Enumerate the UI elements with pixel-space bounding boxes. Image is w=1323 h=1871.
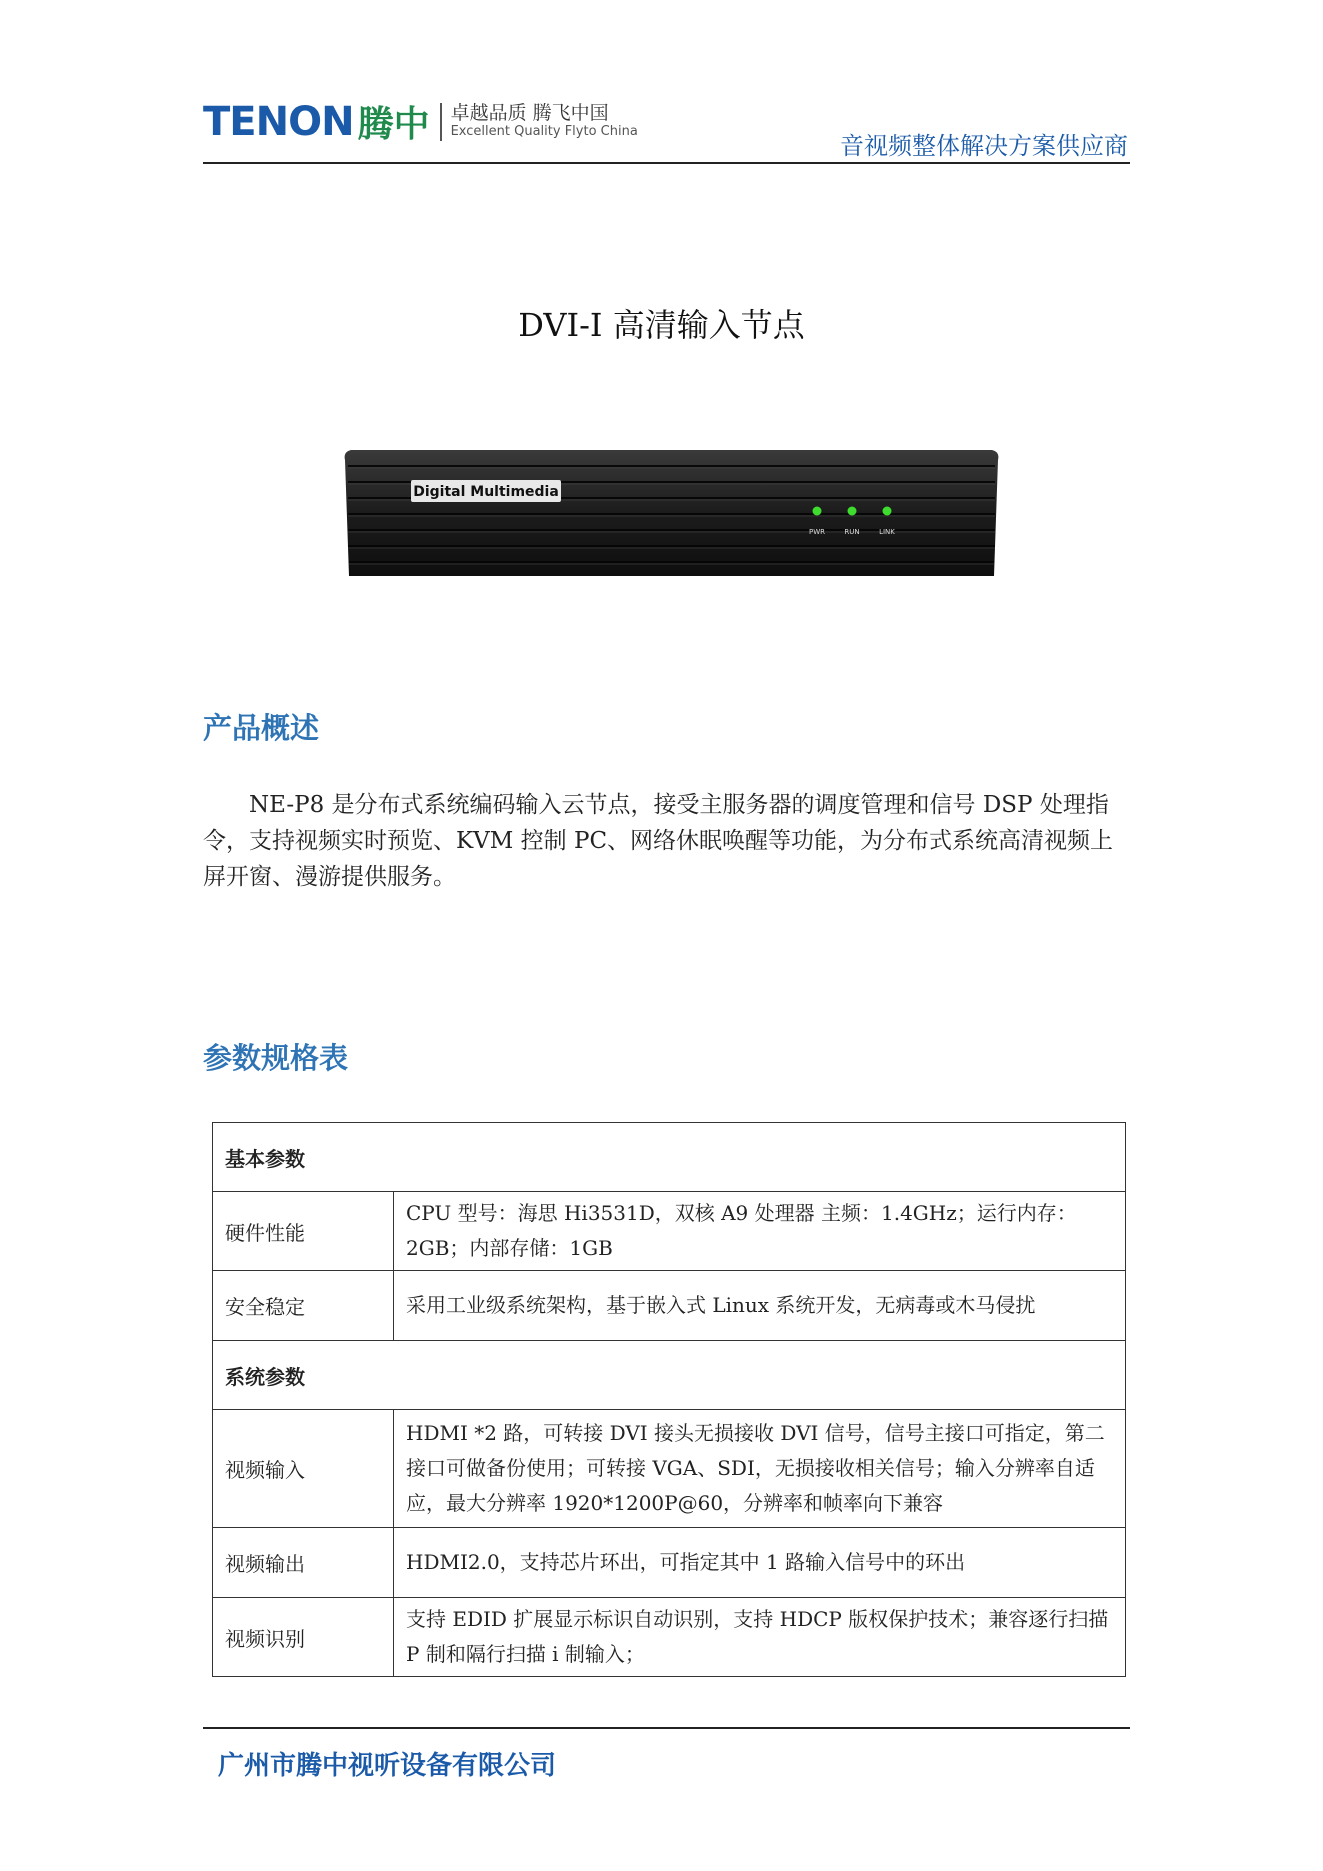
led-label-run: RUN bbox=[844, 528, 860, 536]
header-divider bbox=[203, 162, 1130, 164]
logo-divider bbox=[440, 103, 442, 141]
overview-text: NE-P8 是分布式系统编码输入云节点，接受主服务器的调度管理和信号 DSP 处理指令，支持视频实时预览、KVM 控制 PC、网络休眠唤醒等功能，为分布式系统高清视频上屏开窗、漫游提供服务。 bbox=[203, 792, 1114, 890]
spec-value: CPU 型号：海思 Hi3531D，双核 A9 处理器 主频：1.4GHz；运行内存：2GB；内部存储：1GB bbox=[394, 1192, 1126, 1271]
table-row bbox=[213, 1598, 1126, 1677]
overview-heading: 产品概述 bbox=[203, 711, 320, 745]
footer-divider bbox=[203, 1727, 1130, 1729]
spec-group-system: 系统参数 bbox=[213, 1341, 1126, 1410]
specs-heading: 参数规格表 bbox=[203, 1041, 349, 1075]
page-header bbox=[203, 90, 1130, 162]
footer-company-name: 广州市腾中视听设备有限公司 bbox=[218, 1751, 557, 1781]
spec-label: 视频识别 bbox=[213, 1598, 394, 1677]
table-row bbox=[213, 1528, 1126, 1598]
table-row bbox=[213, 1271, 1126, 1341]
spec-group-basic: 基本参数 bbox=[213, 1123, 1126, 1192]
spec-value: 支持 EDID 扩展显示标识自动识别，支持 HDCP 版权保护技术；兼容逐行扫描 P 制和隔行扫描 i 制输入； bbox=[394, 1598, 1126, 1677]
spec-value: HDMI *2 路，可转接 DVI 接头无损接收 DVI 信号，信号主接口可指定，第二接口可做备份使用；可转接 VGA、SDI，无损接收相关信号；输入分辨率自适应，最大分辨率 1920*1200P@60，分辨率和帧率向下兼容 bbox=[394, 1410, 1126, 1528]
header-slogan: 音视频整体解决方案供应商 bbox=[840, 132, 1128, 160]
company-logo bbox=[203, 96, 638, 147]
spec-value: 采用工业级系统架构，基于嵌入式 Linux 系统开发，无病毒或木马侵扰 bbox=[394, 1271, 1126, 1341]
spec-label: 视频输出 bbox=[213, 1528, 394, 1598]
document-title: DVI-I 高清输入节点 bbox=[518, 306, 805, 344]
device-image bbox=[343, 446, 1000, 580]
pwr-led bbox=[813, 507, 822, 516]
spec-value: HDMI2.0，支持芯片环出，可指定其中 1 路输入信号中的环出 bbox=[394, 1528, 1126, 1598]
spec-group-row bbox=[213, 1341, 1126, 1410]
run-led bbox=[848, 507, 857, 516]
table-row bbox=[213, 1192, 1126, 1271]
spec-table bbox=[212, 1122, 1126, 1677]
led-label-link: LINK bbox=[879, 528, 895, 536]
spec-group-row bbox=[213, 1123, 1126, 1192]
logo-tagline-cn: 卓越品质 腾飞中国 bbox=[450, 102, 609, 125]
logo-text-cn: 腾中 bbox=[357, 104, 430, 145]
table-row bbox=[213, 1410, 1126, 1528]
logo-tagline bbox=[451, 103, 638, 140]
spec-label: 视频输入 bbox=[213, 1410, 394, 1528]
led-label-pwr: PWR bbox=[808, 528, 826, 536]
link-led bbox=[883, 507, 892, 516]
spec-label: 硬件性能 bbox=[213, 1192, 394, 1271]
logo-tagline-en: Excellent Quality Flyto China bbox=[450, 123, 638, 139]
device-badge: Digital Multimedia bbox=[413, 484, 559, 500]
spec-label: 安全稳定 bbox=[213, 1271, 394, 1341]
logo-text-en: TENON bbox=[203, 98, 354, 145]
